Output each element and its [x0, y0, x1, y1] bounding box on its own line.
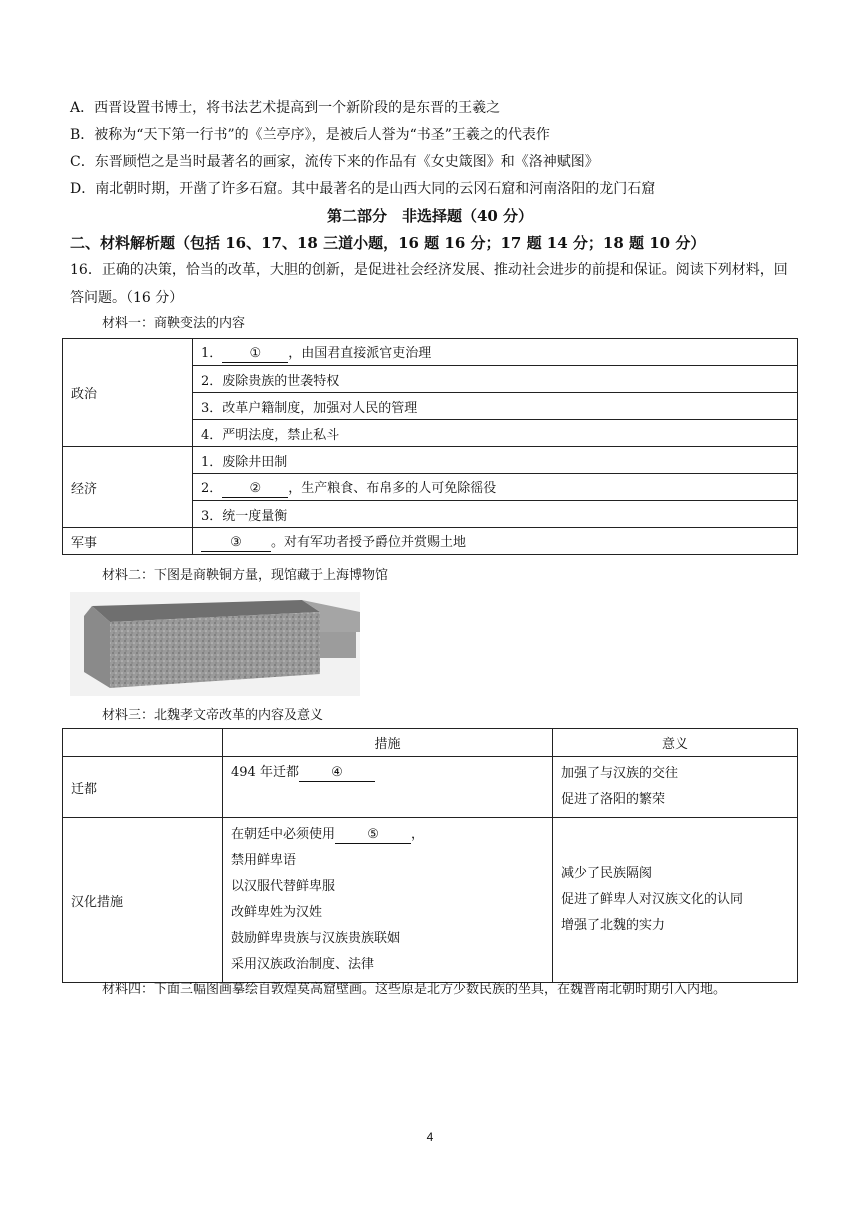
category-economy: 经济: [63, 447, 193, 528]
category-military: 军事: [63, 528, 193, 555]
page-number: 4: [426, 1130, 434, 1144]
section-title: 二、材料解析题（包括 16、17、18 三道小题，16 题 16 分；17 题 14 分；18 题 10 分）: [70, 234, 706, 252]
economy-item-1: 1．废除井田制: [193, 447, 798, 474]
shang-yang-reform-table: [62, 338, 798, 555]
relocation-meaning: 加强了与汉族的交往 促进了洛阳的繁荣: [553, 757, 798, 818]
option-d: D．南北朝时期，开凿了许多石窟。其中最著名的是山西大同的云冈石窟和河南洛阳的龙门石窟: [70, 181, 656, 197]
row-label-sinicization: 汉化措施: [63, 818, 223, 983]
table3-corner: [63, 729, 223, 757]
option-c: C．东晋顾恺之是当时最著名的画家，流传下来的作品有《女史箴图》和《洛神赋图》: [70, 154, 599, 170]
blank-4: ④: [299, 765, 375, 782]
row-label-relocation: 迁都: [63, 757, 223, 818]
blank-3: ③: [201, 535, 271, 552]
politics-item-2: 2．废除贵族的世袭特权: [193, 366, 798, 393]
economy-item-3: 3．统一度量衡: [193, 501, 798, 528]
blank-2: ②: [222, 481, 288, 498]
sinicization-meaning: 减少了民族隔阂 促进了鲜卑人对汉族文化的认同 增强了北魏的实力: [553, 818, 798, 983]
option-b: B．被称为“天下第一行书”的《兰亭序》，是被后人誉为“书圣”王羲之的代表作: [70, 127, 550, 143]
military-item: ③ 。对有军功者授予爵位并赏赐土地: [193, 528, 798, 555]
xiaowen-reform-table: [62, 728, 798, 983]
material3-title: 材料三：北魏孝文帝改革的内容及意义: [102, 708, 324, 723]
material2-title: 材料二：下图是商鞅铜方量，现馆藏于上海博物馆: [102, 568, 389, 583]
politics-item-1: 1． ① ，由国君直接派官吏治理: [193, 339, 798, 366]
material1-title: 材料一：商鞅变法的内容: [102, 316, 246, 331]
politics-item-3: 3．改革户籍制度，加强对人民的管理: [193, 393, 798, 420]
bronze-measure-photo: [70, 592, 360, 696]
politics-item-4: 4．严明法度，禁止私斗: [193, 420, 798, 447]
relocation-measure: 494 年迁都 ④: [223, 757, 553, 818]
material4: 材料四：下面三幅图画摹绘自敦煌莫高窟壁画。这些原是北方少数民族的坐具，在魏晋南北朝时期引入内地。: [102, 982, 727, 997]
header-measures: 措施: [223, 729, 553, 757]
option-a: A．西晋设置书博士，将书法艺术提高到一个新阶段的是东晋的王羲之: [70, 100, 501, 116]
economy-item-2: 2． ② ，生产粮食、布帛多的人可免除徭役: [193, 474, 798, 501]
part-title: 第二部分 非选择题（40 分）: [326, 207, 534, 225]
sinicization-measures: 在朝廷中必须使用 ⑤ ， 禁用鲜卑语 以汉服代替鲜卑服 改鲜卑姓为汉姓 鼓励鲜卑贵族与汉族贵族联姻 采用汉族政治制度、法律: [223, 818, 553, 983]
blank-5: ⑤: [335, 827, 411, 844]
category-politics: 政治: [63, 339, 193, 447]
blank-1: ①: [222, 346, 288, 363]
question-16: 16．正确的决策，恰当的改革，大胆的创新，是促进社会经济发展、推动社会进步的前提和保证。阅读下列材料，回答问题。（16 分）: [70, 262, 788, 306]
header-meaning: 意义: [553, 729, 798, 757]
